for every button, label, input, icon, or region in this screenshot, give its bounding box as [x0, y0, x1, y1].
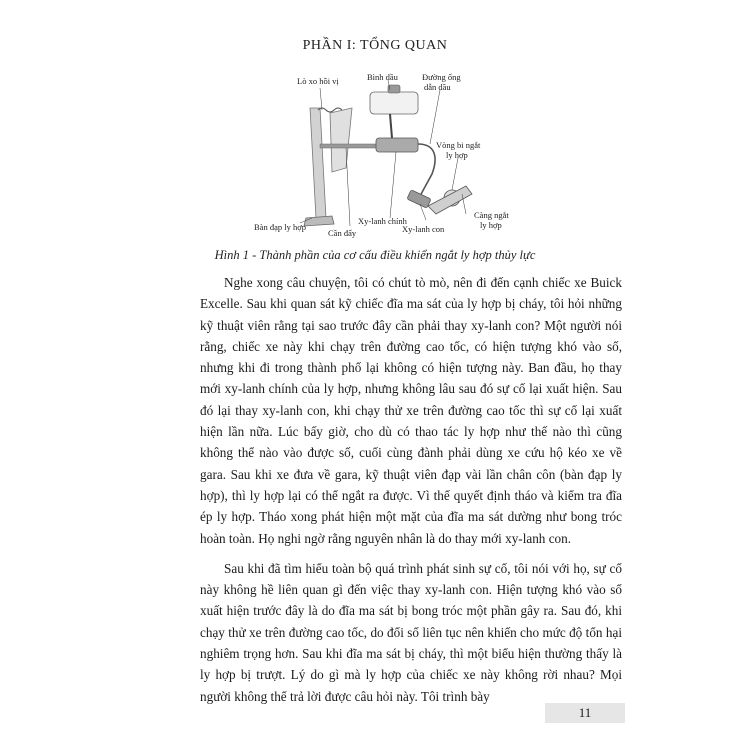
figure-caption: Hình 1 - Thành phần của cơ cấu điều khiển ngắt ly hợp thủy lực: [214, 248, 536, 262]
label-pedal: Bàn đạp ly hợp: [254, 222, 306, 232]
slave-cylinder: [407, 190, 431, 208]
label-release-bearing-1: Vòng bi ngắt: [436, 140, 481, 150]
label-release-bearing-2: ly hợp: [446, 150, 468, 160]
clutch-diagram: [240, 68, 520, 248]
reservoir-hose: [390, 114, 392, 138]
pedal-bracket: [330, 108, 352, 172]
label-return-spring: Lò xo hồi vị: [297, 76, 339, 86]
pedal-arm: [310, 108, 326, 218]
label-reservoir: Bình dầu: [367, 72, 398, 82]
paragraph-1: Nghe xong câu chuyện, tôi có chút tò mò, nên đi đến cạnh chiếc xe Buick Excelle. Sau khi quan sát kỹ chiếc đĩa ma sát của ly hợp bị cháy, tôi hỏi những kỹ thuật viên rằng tại sao trước đây cần phải thay xy-lanh con? Một người nói rằng, chiếc xe này khi chạy trên đường cao tốc, có hiện tượng khó vào số, nhưng khi đi trong thành phố lại không có hiện tượng này. Ban đầu, họ thay mới xy-lanh chính của ly hợp, nhưng không lâu sau đó sự cố lại xuất hiện. Sau đó lại thay xy-lanh con, khi chạy thử xe trên đường cao tốc thì sự cố lại xuất hiện lần nữa. Lúc bấy giờ, cho dù có thao tác ly hợp như thế nào thì cũng không thể nào vào được số, cuối cùng đành phải dùng xe cứu hộ kéo xe về gara. Sau khi xe đưa về gara, kỹ thuật viên đạp vài lần chân côn (bàn đạp ly hợp), thì ly hợp lại có thể ngắt ra được. Vì thế quyết định tháo và kiểm tra đĩa ép ly hợp. Tháo xong phát hiện một mặt của đĩa ma sát dường như bong tróc hoàn toàn. Họ nghi ngờ rằng nguyên nhân là do thay mới xy-lanh con.: [200, 275, 622, 546]
page-number: 11: [545, 703, 625, 723]
paragraph-2: Sau khi đã tìm hiểu toàn bộ quá trình phát sinh sự cố, tôi nói với họ, sự cố này không hề liên quan gì đến việc thay xy-lanh con. Hiện tượng khó vào số xuất hiện trước đây là do đĩa ma sát bị bong tróc một phần gây ra. Sau đó, khi chạy thử xe trên đường cao tốc, do đổi số liên tục nên khiến cho mức độ tổn hại nghiêm trọng hơn. Sau khi đĩa ma sát bị cháy, thì một biểu hiện thường thấy là ly hợp bị trượt. Lý do gì mà ly hợp của chiếc xe này không rời nhau? Mọi người không thể trả lời được câu hỏi này. Tôi trình bày: [200, 560, 622, 704]
label-release-fork-2: ly hợp: [480, 220, 502, 230]
hydraulic-line: [418, 144, 435, 196]
body-text: [200, 272, 622, 716]
pedal-pad: [304, 216, 334, 226]
clutch-diagram-svg: [240, 68, 520, 248]
label-oil-line-1: Đường ống: [422, 72, 461, 82]
label-push-rod: Cần đẩy: [328, 228, 357, 238]
reservoir: [370, 92, 418, 114]
push-rod: [320, 144, 380, 148]
master-cylinder: [376, 138, 418, 152]
label-release-fork-1: Càng ngắt: [474, 210, 509, 220]
running-header: PHẦN I: TỔNG QUAN: [302, 38, 448, 53]
label-oil-line-2: dẫn dầu: [424, 82, 451, 92]
label-slave-cylinder: Xy-lanh con: [402, 224, 445, 234]
label-master-cylinder: Xy-lanh chính: [358, 216, 407, 226]
